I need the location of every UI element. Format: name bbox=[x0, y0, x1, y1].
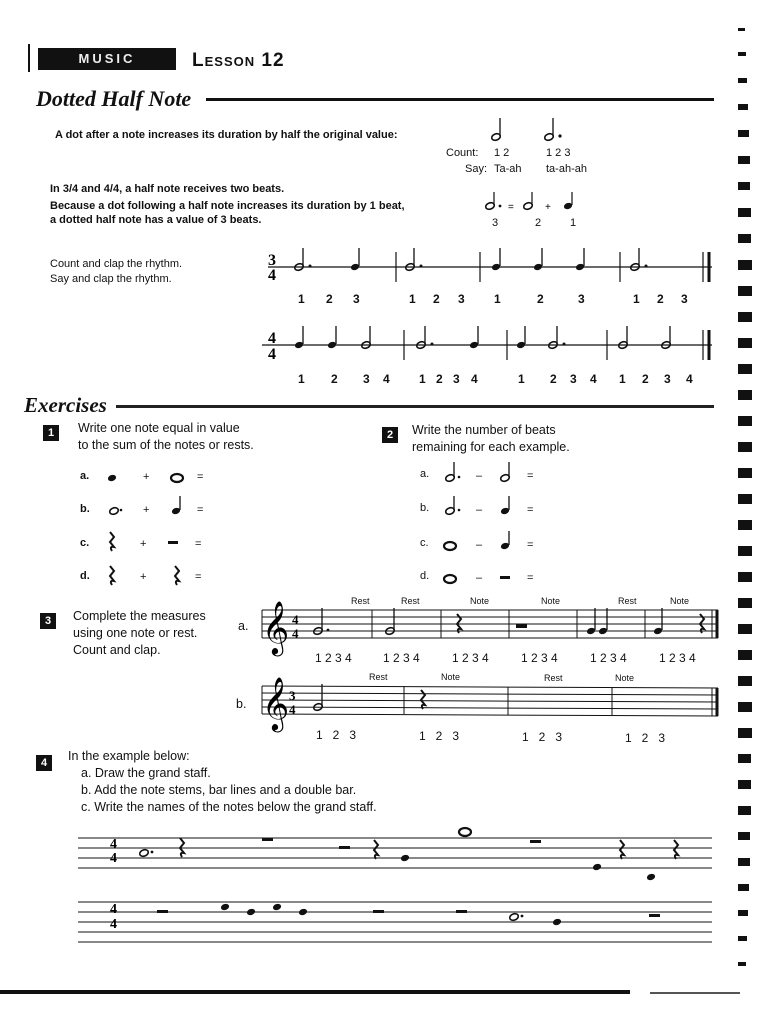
minus-sign: – bbox=[476, 572, 483, 584]
ex3a-count: 1 2 3 4 bbox=[590, 651, 627, 665]
rhythm2-count: 1 bbox=[518, 372, 525, 386]
ex3b-measure-label: Rest bbox=[544, 673, 563, 683]
exercise-4-step-b: b. Add the note stems, bar lines and a double bar. bbox=[81, 783, 357, 797]
clap-instruction-2: Say and clap the rhythm. bbox=[50, 273, 172, 285]
ex1-a-notes bbox=[107, 474, 183, 483]
equals-sign: = bbox=[197, 504, 204, 516]
ex1-c-rests bbox=[110, 532, 178, 551]
bottom-rule bbox=[0, 990, 630, 994]
dotted-say: ta-ah-ah bbox=[546, 163, 587, 175]
plus-sign: + bbox=[143, 471, 150, 483]
eq-value-1: 1 bbox=[570, 217, 577, 229]
ex3b-measure-label: Note bbox=[615, 673, 635, 683]
ex3a-count: 1 2 3 4 bbox=[659, 651, 696, 665]
clap-instruction-1: Count and clap the rhythm. bbox=[50, 258, 183, 270]
intro-line-4: a dotted half note has a value of 3 beats. bbox=[50, 214, 262, 226]
ex1-item-a: a. bbox=[80, 470, 90, 482]
eq-value-3: 3 bbox=[492, 217, 499, 229]
exercise-4-number: 4 bbox=[36, 755, 52, 771]
ex3a-measure-label: Rest bbox=[618, 596, 637, 606]
rhythm2-count: 4 bbox=[383, 372, 390, 386]
rhythm1-count: 2 bbox=[657, 292, 664, 306]
half-say: Ta-ah bbox=[494, 163, 522, 175]
rhythm-line-2 bbox=[262, 326, 712, 363]
ex2-c-notes bbox=[444, 531, 510, 550]
half-note-icon bbox=[491, 118, 501, 141]
eq-value-2: 2 bbox=[535, 217, 542, 229]
ex3b-staff bbox=[262, 686, 718, 716]
intro-line-1: A dot after a note increases its duration by half the original value: bbox=[55, 129, 398, 141]
equals-sign: = bbox=[527, 504, 534, 516]
ex1-item-c: c. bbox=[80, 537, 90, 549]
dotted-half-note-icon bbox=[544, 118, 562, 141]
svg-text:3: 3 bbox=[289, 688, 296, 703]
plus-sign: + bbox=[140, 538, 147, 550]
plus-sign: + bbox=[143, 504, 150, 516]
svg-text:4: 4 bbox=[289, 702, 296, 717]
section-banner: MUSIC bbox=[38, 48, 176, 70]
rhythm2-count: 2 bbox=[550, 372, 557, 386]
svg-text:4: 4 bbox=[268, 267, 276, 284]
spiral-binding bbox=[738, 28, 752, 966]
rhythm2-count: 2 bbox=[331, 372, 338, 386]
equals-sign: = bbox=[197, 471, 204, 483]
exercises-heading: Exercises bbox=[24, 393, 107, 417]
ex1-item-b: b. bbox=[80, 503, 90, 515]
equals-sign: = bbox=[527, 470, 534, 482]
svg-text:4: 4 bbox=[110, 902, 117, 917]
svg-text:4: 4 bbox=[110, 917, 117, 932]
rhythm1-count: 2 bbox=[537, 292, 544, 306]
intro-line-3: Because a dot following a half note increases its duration by 1 beat, bbox=[50, 200, 405, 212]
ex3b-count: 1 2 3 bbox=[522, 730, 563, 744]
rhythm1-count: 1 bbox=[409, 292, 416, 306]
ex3b-count: 1 2 3 bbox=[625, 731, 666, 745]
rhythm1-count: 1 bbox=[494, 292, 501, 306]
minus-sign: – bbox=[476, 470, 483, 482]
lesson-heading: Lesson 12 bbox=[192, 50, 285, 71]
rhythm2-count: 4 bbox=[686, 372, 693, 386]
ex2-item-c: c. bbox=[420, 537, 429, 549]
rhythm2-count: 3 bbox=[453, 372, 460, 386]
ex3a-measure-label: Note bbox=[470, 596, 490, 606]
equals-sign: = bbox=[527, 572, 534, 584]
exercise-2-number: 2 bbox=[382, 427, 398, 443]
exercise-1-text-1: Write one note equal in value bbox=[78, 421, 240, 435]
exercise-4-step-a: a. Draw the grand staff. bbox=[81, 766, 211, 780]
svg-text:4: 4 bbox=[268, 330, 276, 347]
svg-text:4: 4 bbox=[292, 626, 299, 641]
ex3a-measure-label: Note bbox=[670, 596, 690, 606]
rhythm2-count: 3 bbox=[664, 372, 671, 386]
rhythm1-count: 2 bbox=[433, 292, 440, 306]
ex3a-count: 1 2 3 4 bbox=[315, 651, 352, 665]
ex2-d-notes bbox=[444, 575, 510, 583]
svg-text:4: 4 bbox=[268, 346, 276, 363]
svg-text:4: 4 bbox=[110, 851, 117, 866]
exercise-1-number: 1 bbox=[43, 425, 59, 441]
svg-text:3: 3 bbox=[268, 252, 276, 269]
exercise-3-number: 3 bbox=[40, 613, 56, 629]
equals-sign: = bbox=[195, 538, 202, 550]
minus-sign: – bbox=[476, 504, 483, 516]
ex4-staff-top bbox=[78, 838, 712, 868]
rhythm2-count: 3 bbox=[570, 372, 577, 386]
ex3-b-label: b. bbox=[236, 697, 247, 711]
rhythm-line-1 bbox=[268, 248, 712, 284]
exercise-3-text-3: Count and clap. bbox=[73, 643, 161, 657]
say-label: Say: bbox=[465, 163, 488, 175]
rhythm1-count: 1 bbox=[633, 292, 640, 306]
ex2-a-notes bbox=[445, 462, 510, 482]
ex1-b-notes bbox=[109, 496, 181, 515]
exercise-2-text-1: Write the number of beats bbox=[412, 423, 556, 437]
ex3a-measure-label: Rest bbox=[351, 596, 370, 606]
half-count: 1 2 bbox=[494, 147, 510, 159]
rhythm1-count: 3 bbox=[353, 292, 360, 306]
rhythm2-count: 2 bbox=[642, 372, 649, 386]
equals-sign: = bbox=[527, 539, 534, 551]
exercise-1-text-2: to the sum of the notes or rests. bbox=[78, 438, 254, 452]
rhythm2-count: 1 bbox=[619, 372, 626, 386]
rhythm2-count: 4 bbox=[590, 372, 597, 386]
count-label: Count: bbox=[446, 147, 479, 159]
ex4-top-notes bbox=[139, 828, 678, 881]
treble-clef-icon: 𝄞 bbox=[262, 676, 290, 730]
ex2-item-d: d. bbox=[420, 570, 430, 582]
exercise-3-text-1: Complete the measures bbox=[73, 609, 206, 623]
plus-sign: + bbox=[140, 571, 147, 583]
svg-text:4: 4 bbox=[110, 837, 117, 852]
ex1-item-d: d. bbox=[80, 570, 90, 582]
rhythm1-count: 2 bbox=[326, 292, 333, 306]
minus-sign: – bbox=[476, 539, 483, 551]
ex3b-count: 1 2 3 bbox=[419, 729, 460, 743]
svg-text:+: + bbox=[545, 202, 551, 213]
ex3b-count: 1 2 3 bbox=[316, 728, 357, 742]
equals-sign: = bbox=[195, 571, 202, 583]
rhythm1-count: 3 bbox=[681, 292, 688, 306]
ex1-d-rests bbox=[110, 566, 179, 585]
exercise-4-intro: In the example below: bbox=[68, 749, 190, 763]
rhythm2-count: 3 bbox=[363, 372, 370, 386]
ex3a-staff bbox=[262, 610, 718, 638]
rhythm1-count: 1 bbox=[298, 292, 305, 306]
rhythm2-count: 2 bbox=[436, 372, 443, 386]
ex3a-count: 1 2 3 4 bbox=[452, 651, 489, 665]
page-title: Dotted Half Note bbox=[36, 86, 192, 111]
svg-text:=: = bbox=[508, 202, 514, 213]
intro-line-2: In 3/4 and 4/4, a half note receives two beats. bbox=[50, 183, 285, 195]
rhythm2-count: 1 bbox=[298, 372, 305, 386]
dotted-count: 1 2 3 bbox=[546, 147, 571, 159]
ex3b-measure-label: Note bbox=[441, 672, 461, 682]
ex3a-measure-label: Note bbox=[541, 596, 561, 606]
rhythm2-count: 1 bbox=[419, 372, 426, 386]
ex2-b-notes bbox=[445, 496, 510, 515]
ex3-a-label: a. bbox=[238, 619, 249, 633]
svg-text:4: 4 bbox=[292, 612, 299, 627]
ex2-item-a: a. bbox=[420, 468, 430, 480]
exercise-2-text-2: remaining for each example. bbox=[412, 440, 570, 454]
rhythm2-count: 4 bbox=[471, 372, 478, 386]
exercise-3-text-2: using one note or rest. bbox=[73, 626, 198, 640]
bottom-rule-right bbox=[650, 992, 740, 994]
rhythm1-count: 3 bbox=[458, 292, 465, 306]
note-equation-icon bbox=[485, 192, 573, 213]
ex3a-count: 1 2 3 4 bbox=[521, 651, 558, 665]
treble-clef-icon: 𝄞 bbox=[262, 600, 290, 654]
ex3b-measure-label: Rest bbox=[369, 672, 388, 682]
ex2-item-b: b. bbox=[420, 502, 430, 514]
ex4-bottom-notes bbox=[157, 903, 660, 927]
ex3a-measure-label: Rest bbox=[401, 596, 420, 606]
ex3a-count: 1 2 3 4 bbox=[383, 651, 420, 665]
exercise-4-step-c: c. Write the names of the notes below the grand staff. bbox=[81, 800, 377, 814]
rhythm1-count: 3 bbox=[578, 292, 585, 306]
ex4-staff-bottom bbox=[78, 902, 712, 942]
